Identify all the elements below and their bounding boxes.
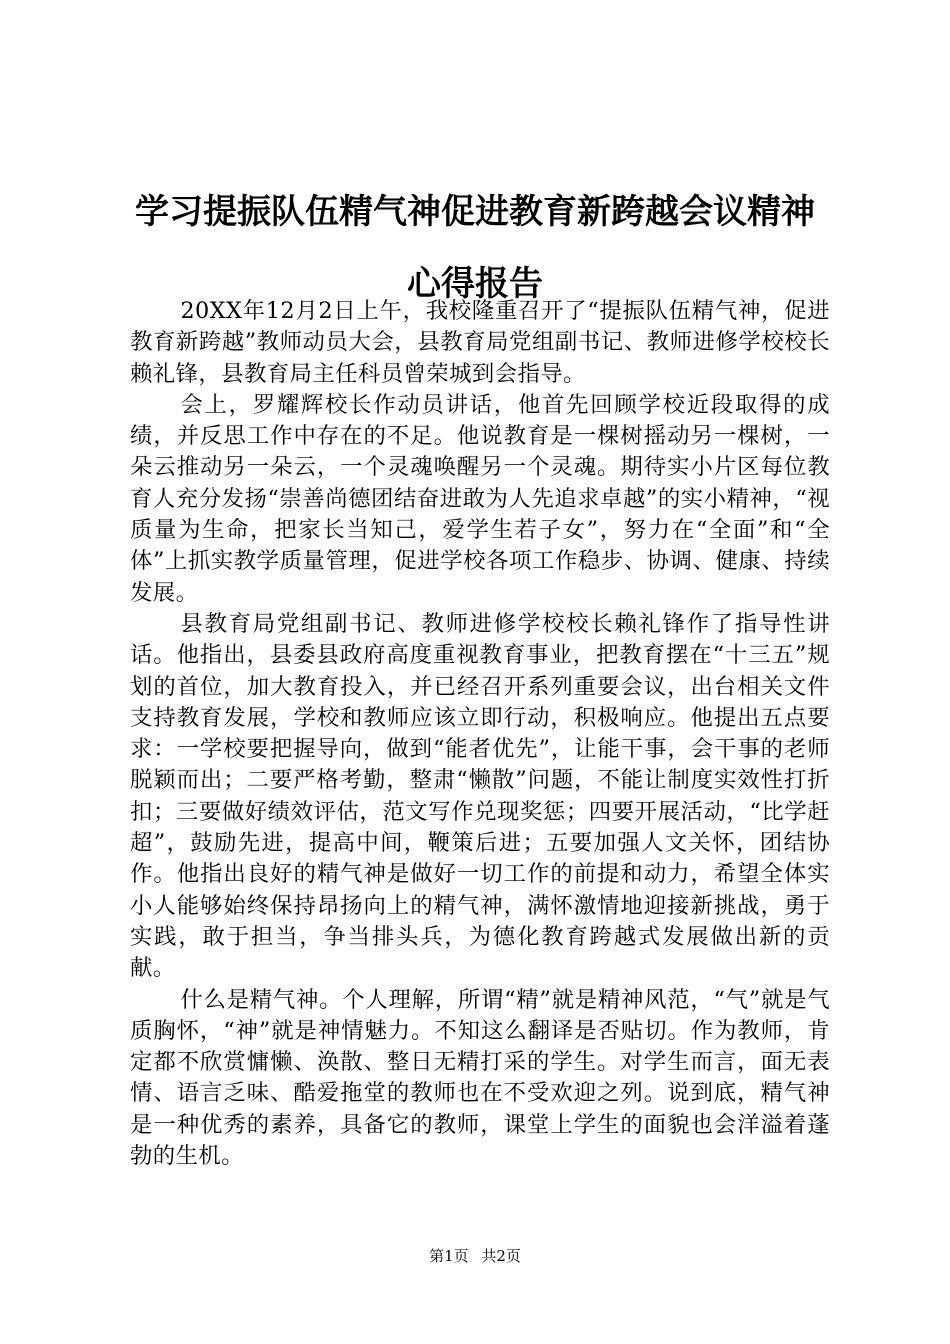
title-line-2: 心得报告 bbox=[407, 264, 543, 304]
paragraph-3: 县教育局党组副书记、教师进修学校校长赖礼锋作了指导性讲话。他指出，县委县政府高度重视教育事业，把教育摆在“十三五”规划的首位，加大教育投入，并已经召开系列重要会议，出台相关文件支持教育发展，学校和教师应该立即行动，积极响应。他提出五点要求：一学校要把握导向，做到“能者优先”，让能干事，会干事的老师脱颖而出；二要严格考勤，整肃“懒散”问题，不能让制度实效性打折扣；三要做好绩效评估，范文写作兑现奖惩；四要开展活动，“比学赶超”，鼓励先进，提高中间，鞭策后进；五要加强人文关怀，团结协作。他指出良好的精气神是做好一切工作的前提和动力，希望全体实小人能够始终保持昂扬向上的精气神，满怀激情地迎接新挑战，勇于实践，敢于担当，争当排头兵，为德化教育跨越式发展做出新的贡献。 bbox=[130, 610, 830, 982]
paragraph-4: 什么是精气神。个人理解，所谓“精”就是精神风范，“气”就是气质胸怀，“神”就是神情魅力。不知这么翻译是否贴切。作为教师，肯定都不欣赏慵懒、涣散、整日无精打采的学生。对学生而言，面无表情、语言乏味、酷爱拖堂的教师也在不受欢迎之列。说到底，精气神是一种优秀的素养，具备它的教师，课堂上学生的面貌也会洋溢着蓬勃的生机。 bbox=[130, 986, 830, 1170]
page-footer bbox=[0, 1246, 950, 1266]
page-number-total: 共2页 bbox=[481, 1247, 521, 1265]
paragraph-2: 会上，罗耀辉校长作动员讲话，他首先回顾学校近段取得的成绩，并反思工作中存在的不足。他说教育是一棵树摇动另一棵树，一朵云推动另一朵云，一个灵魂唤醒另一个灵魂。期待实小片区每位教育人充分发扬“崇善尚德团结奋进敢为人先追求卓越”的实小精神，“视质量为生命，把家长当知己，爱学生若子女”，努力在“全面”和“全体”上抓实教学质量管理，促进学校各项工作稳步、协调、健康、持续发展。 bbox=[130, 391, 830, 606]
document-body bbox=[130, 296, 830, 1172]
page-number-current: 第1页 bbox=[429, 1247, 469, 1265]
title-line-1: 学习提振队伍精气神促进教育新跨越会议精神 bbox=[135, 192, 815, 232]
paragraph-1: 20XX年12月2日上午，我校隆重召开了“提振队伍精气神，促进教育新跨越”教师动员大会，县教育局党组副书记、教师进修学校校长赖礼锋，县教育局主任科员曾荣城到会指导。 bbox=[130, 298, 830, 387]
